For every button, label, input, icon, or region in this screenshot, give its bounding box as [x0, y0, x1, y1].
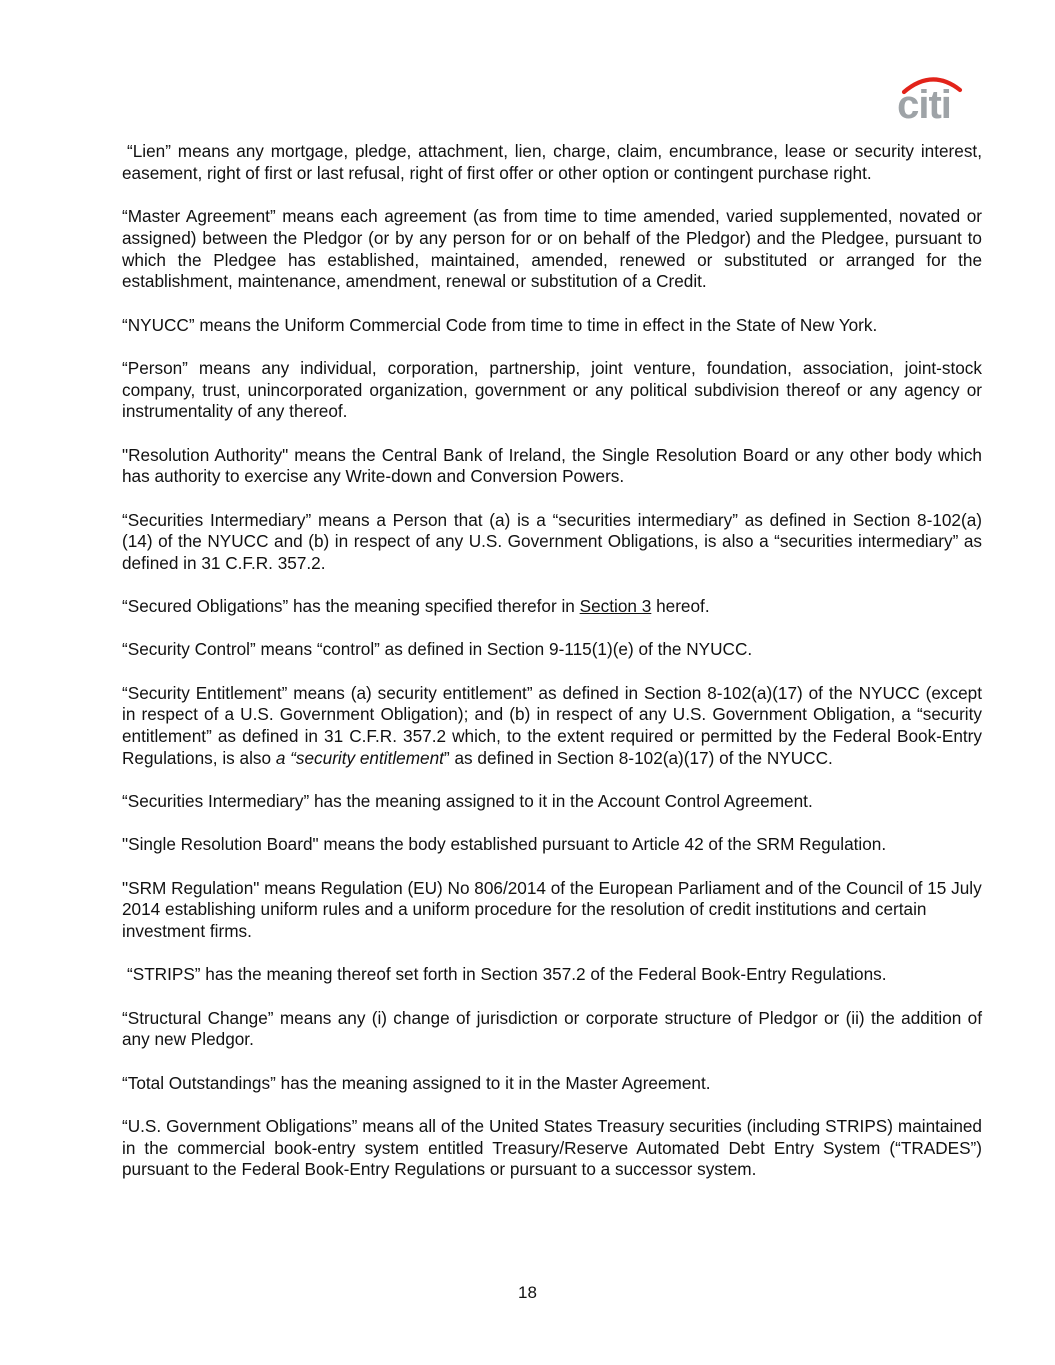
- definition-secured-obligations: [122, 596, 982, 618]
- definition-security-control: “Security Control” means “control” as defined in Section 9-115(1)(e) of the NYUCC.: [122, 639, 753, 660]
- definition-us-government-obligations: “U.S. Government Obligations” means all of the United States Treasury securities (including STRIPS) maintained in the commercial book-entry system entitled Treasury/Reserve Automated Debt Entry System (“TRADES”) pursuant to the Federal Book-Entry Regulations or pursuant to a successor system.: [122, 1115, 982, 1180]
- definition-lien: “Lien” means any mortgage, pledge, attachment, lien, charge, claim, encumbrance, lease or security interest, easement, right of first or last refusal, right of first offer or other option or contingent purchase right.: [122, 141, 982, 183]
- definition-securities-intermediary: “Securities Intermediary” means a Person that (a) is a “securities intermediary” as defined in Section 8-102(a)(14) of the NYUCC and (b) in respect of any U.S. Government Obligations, is also a “securities intermediary” as defined in 31 C.F.R. 357.2.: [122, 509, 982, 574]
- definition-text: hereof.: [651, 596, 710, 617]
- definition-srm-regulation: "SRM Regulation" means Regulation (EU) No 806/2014 of the European Parliament and of the Council of 15 July 2014 establishing uniform rules and a uniform procedure for the resolution of credit institutions and certain investment firms.: [122, 877, 982, 942]
- definition-structural-change: “Structural Change” means any (i) change of jurisdiction or corporate structure of Pledgor or (ii) the addition of any new Pledgor.: [122, 1007, 982, 1050]
- definition-text: “Secured Obligations” has the meaning specified therefor in: [122, 596, 580, 617]
- definition-person: “Person” means any individual, corporation, partnership, joint venture, foundation, association, joint-stock company, trust, unincorporated organization, government or any political subdivision thereof or any agency or instrumentality of any thereof.: [122, 357, 982, 422]
- svg-text:citi: citi: [897, 83, 951, 124]
- definition-single-resolution-board: "Single Resolution Board" means the body established pursuant to Article 42 of the SRM Regulation.: [122, 834, 887, 855]
- definition-nyucc: “NYUCC” means the Uniform Commercial Code from time to time in effect in the State of New York.: [122, 314, 878, 335]
- italic-term: a “security entitlement: [275, 748, 444, 769]
- citi-logo-graphic: [884, 70, 964, 124]
- definition-total-outstandings: “Total Outstandings” has the meaning assigned to it in the Master Agreement.: [122, 1072, 711, 1093]
- definition-text: ” as defined in Section 8-102(a)(17) of the NYUCC.: [443, 748, 833, 769]
- definition-text: “Security Entitlement” means (a) security entitlement” as defined in Section 8-102(a)(17) of the NYUCC (except in respect of a U.S. Government Obligation); and (b) in respect of any U.S. Government Obligation, a “security entitlement” as defined in 31 C.F.R. 357.2 which, to the extent required or permitted by the Federal Book-Entry Regulations, is also: [122, 682, 982, 769]
- definitions-section: [122, 141, 982, 1203]
- definition-master-agreement: “Master Agreement” means each agreement (as from time to time amended, varied supplemented, novated or assigned) between the Pledgor (or by any person for or on behalf of the Pledgor) and the Pledgee, pursuant to which the Pledgee has established, maintained, amended, renewed or substituted or arranged for the establishment, maintenance, amendment, renewal or substitution of a Credit.: [122, 205, 982, 292]
- definition-resolution-authority: "Resolution Authority" means the Central Bank of Ireland, the Single Resolution Board or any other body which has authority to exercise any Write-down and Conversion Powers.: [122, 444, 982, 487]
- definition-security-entitlement: [122, 683, 982, 770]
- page-number: 18: [518, 1283, 537, 1302]
- definition-securities-intermediary-2: “Securities Intermediary” has the meaning assigned to it in the Account Control Agreement.: [122, 791, 813, 812]
- definition-strips: “STRIPS” has the meaning thereof set forth in Section 357.2 of the Federal Book-Entry Regulations.: [127, 964, 887, 985]
- section-3-reference: Section 3: [579, 596, 652, 617]
- citi-logo: [884, 70, 964, 124]
